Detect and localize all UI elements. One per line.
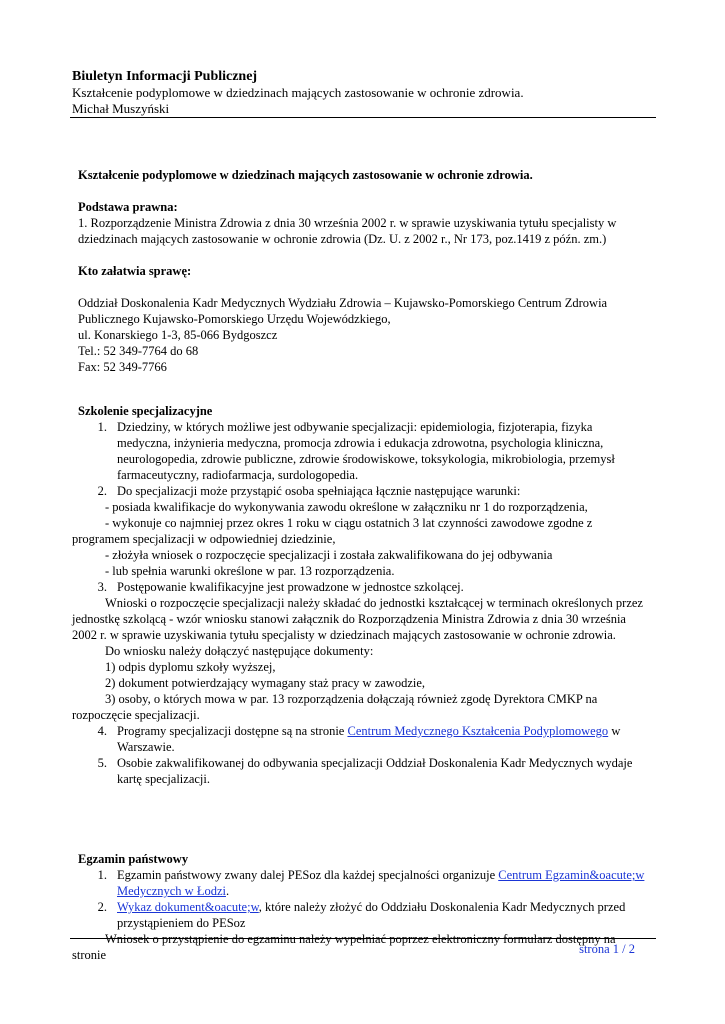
condition-line: - złożyła wniosek o rozpoczęcie specjalizacji i została zakwalifikowana do jej odbywania bbox=[105, 548, 553, 562]
training-item-2 bbox=[72, 483, 647, 499]
document-line: 2) dokument potwierdzający wymagany staż pracy w zawodzie, bbox=[105, 676, 426, 690]
doc-heading: Kształcenie podyplomowe w dziedzinach mających zastosowanie w ochronie zdrowia. bbox=[78, 168, 533, 182]
document-line: 1) odpis dyplomu szkoły wyższej, bbox=[105, 660, 276, 674]
exam-item-2 bbox=[72, 899, 647, 931]
exam-application-paragraph: Wniosek o przystąpienie do egzaminu należy wypełniać poprzez elektroniczny formularz dostępny na stronie bbox=[72, 932, 616, 962]
item-number: 4. bbox=[97, 724, 107, 738]
legal-basis-text: 1. Rozporządzenie Ministra Zdrowia z dnia 30 września 2002 r. w sprawie uzyskiwania tytułu specjalisty w dziedzinach mających zastosowanie w ochronie zdrowia (Dz. U. z 2002 r., Nr 173, poz.1419 z późn. zm.) bbox=[78, 216, 617, 246]
item-text-after: . bbox=[226, 884, 230, 898]
exam-label: Egzamin państwowy bbox=[78, 852, 189, 866]
training-item-4 bbox=[72, 723, 647, 755]
bip-title: Biuletyn Informacji Publicznej bbox=[72, 69, 258, 84]
handler-fax: Fax: 52 349-7766 bbox=[78, 360, 167, 374]
footer-divider bbox=[70, 938, 656, 939]
item-text-after: , które należy złożyć do Oddziału Doskonalenia Kadr Medycznych przed przystąpieniem do PESoz bbox=[117, 900, 626, 930]
item-number: 2. bbox=[97, 900, 107, 914]
item-text: Dziedziny, w których możliwe jest odbywanie specjalizacji: epidemiologia, fizjoterapia, fizyka medyczna, inżynieria medyczna, promocja zdrowia i edukacja zdrowotna, psychologia kliniczna, neurologopedia, zdrowie publiczne, zdrowie środowiskowe, toksykologia, mikrobiologia, przemysł farmaceutyczny, radiofarmacja, surdologopedia. bbox=[117, 420, 615, 482]
item-text bbox=[117, 867, 647, 899]
documents-intro: Do wniosku należy dołączyć następujące dokumenty: bbox=[105, 644, 374, 658]
handler-line: ul. Konarskiego 1-3, 85-066 Bydgoszcz bbox=[78, 328, 278, 342]
item-number: 3. bbox=[97, 580, 107, 594]
item-text bbox=[117, 899, 647, 931]
item-text: Postępowanie kwalifikacyjne jest prowadzone w jednostce szkolącej. bbox=[117, 580, 464, 594]
training-item-1 bbox=[72, 419, 647, 483]
cmkp-link[interactable]: Centrum Medycznego Kształcenia Podyplomowego bbox=[347, 724, 609, 738]
document-body bbox=[72, 167, 647, 963]
handler-label: Kto załatwia sprawę: bbox=[78, 264, 192, 278]
header-author: Michał Muszyński bbox=[72, 101, 170, 116]
item-text-before: Egzamin państwowy zwany dalej PESoz dla każdej specjalności organizuje bbox=[117, 868, 499, 882]
document-line: 3) osoby, o których mowa w par. 13 rozporządzenia dołączają również zgodę Dyrektora CMKP na rozpoczęcie specjalizacji. bbox=[72, 692, 598, 722]
exam-item-1 bbox=[72, 867, 647, 899]
cem-link[interactable]: Centrum Egzamin&oacute;w Medycznych w Łodzi bbox=[117, 868, 645, 898]
condition-line: - lub spełnia warunki określone w par. 13 rozporządzenia. bbox=[105, 564, 395, 578]
condition-line: - posiada kwalifikacje do wykonywania zawodu określone w załączniku nr 1 do rozporządzenia, bbox=[105, 500, 588, 514]
item-text: Do specjalizacji może przystąpić osoba spełniająca łącznie następujące warunki: bbox=[117, 484, 521, 498]
training-label: Szkolenie specjalizacyjne bbox=[78, 404, 213, 418]
header-divider bbox=[70, 117, 656, 118]
item-number: 5. bbox=[97, 756, 107, 770]
documents-list-link[interactable]: Wykaz dokument&oacute;w bbox=[117, 900, 259, 914]
item-number: 1. bbox=[97, 868, 107, 882]
item-text: Osobie zakwalifikowanej do odbywania specjalizacji Oddział Doskonalenia Kadr Medycznych wydaje kartę specjalizacji. bbox=[117, 756, 633, 786]
training-item-3 bbox=[72, 579, 647, 595]
condition-line: - wykonuje co najmniej przez okres 1 roku w ciągu ostatnich 3 lat czynności zawodowe zgodne z programem specjalizacji w odpowiedniej dziedzinie, bbox=[72, 516, 593, 546]
handler-line: Oddział Doskonalenia Kadr Medycznych Wydziału Zdrowia – Kujawsko-Pomorskiego Centrum Zdrowia Publicznego Kujawsko-Pomorskiego Urzędu Wojewódzkiego, bbox=[78, 296, 608, 326]
handler-address bbox=[72, 295, 647, 375]
item-text-before: Programy specjalizacji dostępne są na stronie bbox=[117, 724, 348, 738]
header-subtitle: Kształcenie podyplomowe w dziedzinach mających zastosowanie w ochronie zdrowia. bbox=[72, 85, 524, 100]
item-number: 2. bbox=[97, 484, 107, 498]
item-text-after: w Warszawie. bbox=[117, 724, 621, 754]
page-number: strona 1 / 2 bbox=[579, 942, 635, 956]
item-text bbox=[117, 723, 647, 755]
document-header bbox=[72, 68, 662, 117]
training-item-5 bbox=[72, 755, 647, 787]
legal-basis-label: Podstawa prawna: bbox=[78, 200, 178, 214]
application-paragraph: Wnioski o rozpoczęcie specjalizacji należy składać do jednostki kształcącej w terminach określonych przez jednostkę szkolącą - wzór wniosku stanowi załącznik do Rozporządzenia Ministra Zdrowia z dnia 30 września 2002 r. w sprawie uzyskiwania tytułu specjalisty w dziedzinach mających zastosowanie w ochronie zdrowia. bbox=[72, 596, 643, 642]
item-number: 1. bbox=[97, 420, 107, 434]
handler-phone: Tel.: 52 349-7764 do 68 bbox=[78, 344, 199, 358]
